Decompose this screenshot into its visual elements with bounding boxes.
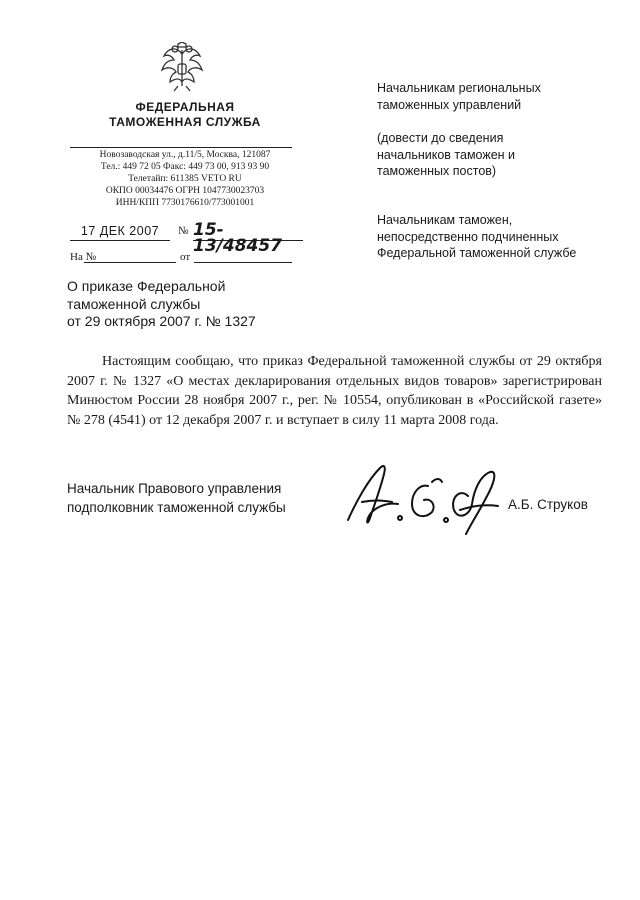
reference-date-label: от (180, 251, 191, 263)
letter-subject (67, 278, 327, 331)
org-name-line1: ФЕДЕРАЛЬНАЯ (135, 100, 235, 114)
registration-number-label: № (178, 225, 189, 237)
contact-address: Новозаводская ул., д.11/5, Москва, 121087 (99, 150, 271, 160)
registration-date: 17 ДЕК 2007 (70, 222, 170, 241)
addressee-note (377, 130, 617, 180)
subject-line: таможенной службы (67, 295, 201, 312)
addressee-line: Начальникам таможен, (377, 213, 513, 227)
addressee-customs-heads (377, 212, 617, 262)
addressee-line: Начальникам региональных (377, 81, 541, 95)
signer-position (67, 479, 347, 517)
contact-teletype: Телетайп: 611385 VETO RU (128, 174, 242, 184)
addressee-line: таможенных управлений (377, 97, 522, 112)
subject-line: от 29 октября 2007 г. № 1327 (67, 313, 256, 329)
header-divider (70, 147, 292, 148)
double-headed-eagle-emblem-icon (158, 42, 206, 92)
addressee-line: начальников таможен и (377, 147, 516, 162)
contact-inn: ИНН/КПП 7730176610/773001001 (115, 198, 255, 208)
letter-body: Настоящим сообщаю, что приказ Федеральной таможенной службы от 29 октября 2007 г. № 1327 «О местах декларирования отдельных видов товаров» зарегистрирован Минюстом России 28 ноября 2007 г., рег. № 10554, опубликован в «Российской газете» № 278 (4541) от 12 декабря 2007 г. и вступает в силу 11 марта 2008 года. (67, 354, 602, 428)
org-name-line2: ТАМОЖЕННАЯ СЛУЖБА (109, 115, 261, 129)
reference-number-blank (84, 250, 176, 263)
addressee-line: непосредственно подчиненных (377, 229, 559, 244)
registration-number: 15-13/48457 (193, 222, 303, 241)
handwritten-signature-icon (340, 458, 505, 543)
signer-name: А.Б. Струков (508, 497, 588, 512)
addressee-line: (довести до сведения (377, 131, 504, 145)
subject-line: О приказе Федеральной (67, 278, 226, 294)
contact-phone: Тел.: 449 72 05 Факс: 449 73 00, 913 93 90 (100, 162, 270, 172)
reference-date-blank (194, 250, 292, 263)
reference-number-label: На № (70, 251, 97, 263)
addressee-line: таможенных постов) (377, 164, 497, 178)
addressee-line: Федеральной таможенной службе (377, 246, 577, 260)
signer-position-line: Начальник Правового управления (67, 481, 282, 496)
addressee-regional-offices (377, 80, 617, 113)
contact-okpo: ОКПО 00034476 ОГРН 1047730023703 (105, 186, 265, 196)
signer-position-line: подполковник таможенной службы (67, 500, 286, 515)
